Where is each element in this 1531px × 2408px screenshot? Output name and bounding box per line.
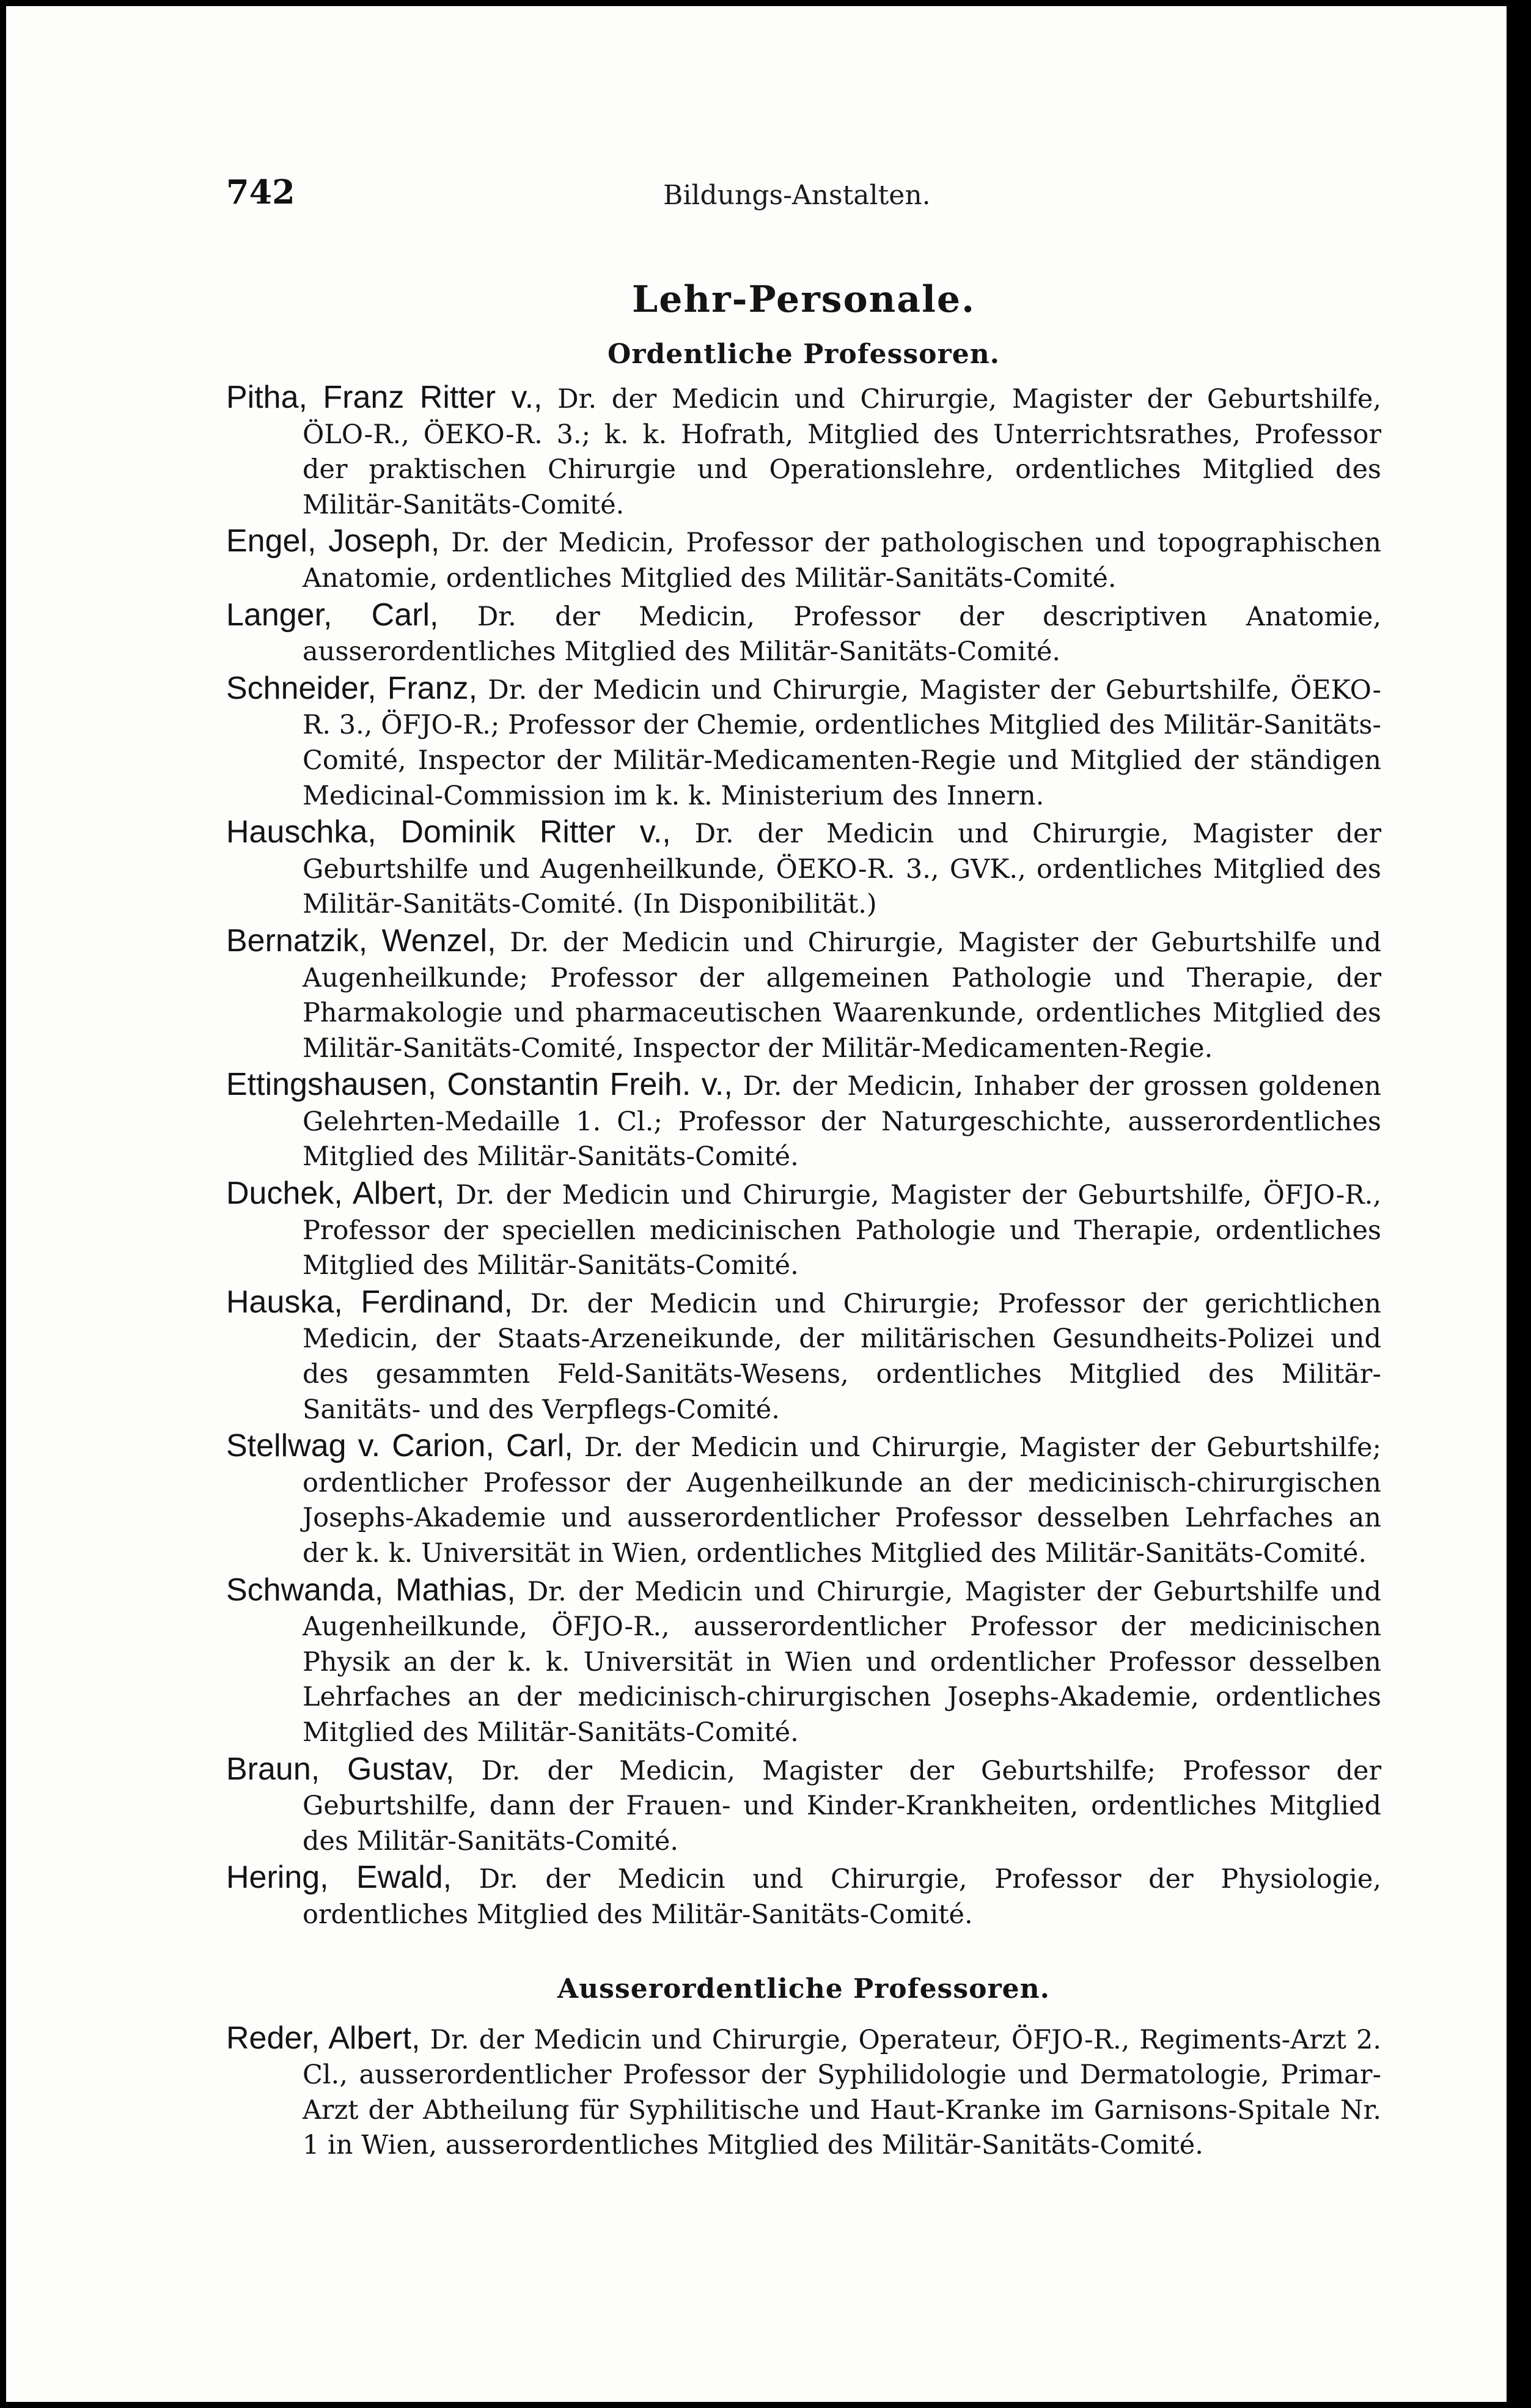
ausserordentliche-heading: Ausserordentliche Professoren. (557, 1973, 1050, 2005)
entry-text: Dr. der Medicin und Chirurgie, Magister der Geburtshilfe, ÖFJO-R., Professor der speciellen medicinischen Pathologie und Therapie, ordentliches Mitglied des Militär-Sanitäts-Comité. (303, 1180, 1381, 1281)
ausserordentliche-list (226, 2021, 1381, 2163)
section-title: Lehr-Personale. (632, 278, 975, 321)
entry-text: Dr. der Medicin und Chirurgie, Magister der Geburtshilfe und Augenheilkunde, ÖEKO-R. 3., GVK., ordentliches Mitglied des Militär-Sanitäts-Comité. (In Disponibilität.) (303, 819, 1382, 920)
entry-name: Schneider, Franz, (226, 670, 478, 706)
entry-stellwag (226, 1429, 1381, 1571)
entry-text: Dr. der Medicin und Chirurgie, Magister der Geburtshilfe und Augenheilkunde, ÖFJO-R., ausserordentlicher Professor der medicinischen Physik an der k. k. Universität in Wien und ordentlicher Professor desselben Lehrfaches an der medicinisch-chirurgischen Josephs-Akademie, ordentliches Mitglied des Militär-Sanitäts-Comité. (303, 1576, 1381, 1748)
entry-text: Dr. der Medicin, Magister der Geburtshilfe; Professor der Geburtshilfe, dann der Frauen- und Kinder-Krankheiten, ordentliches Mitglied des Militär-Sanitäts-Comité. (303, 1755, 1382, 1857)
ordentliche-heading: Ordentliche Professoren. (607, 339, 1000, 370)
entry-name: Braun, Gustav, (226, 1751, 455, 1787)
entry-pitha (226, 380, 1381, 523)
entry-text: Dr. der Medicin und Chirurgie; Professor der gerichtlichen Medicin, der Staats-Arzeneikunde, der militärischen Gesundheits-Polizei und des gesammten Feld-Sanitäts-Wesens, ordentliches Mitglied des Militär-Sanitäts- und des Verpflegs-Comité. (303, 1288, 1381, 1425)
entry-schwanda (226, 1573, 1381, 1751)
entry-reder (226, 2021, 1381, 2163)
entry-ettingshausen (226, 1067, 1381, 1175)
entry-bernatzik (226, 924, 1381, 1066)
entry-langer (226, 598, 1381, 670)
entry-schneider (226, 671, 1381, 814)
entry-text: Dr. der Medicin, Professor der pathologischen und topographischen Anatomie, ordentliches Mitglied des Militär-Sanitäts-Comité. (303, 528, 1381, 594)
entry-hering (226, 1860, 1381, 1932)
entry-text: Dr. der Medicin und Chirurgie, Professor der Physiologie, ordentliches Mitglied des Militär-Sanitäts-Comité. (303, 1864, 1381, 1930)
entry-text: Dr. der Medicin und Chirurgie, Magister der Geburtshilfe; ordentlicher Professor der Augenheilkunde an der medicinisch-chirurgischen Josephs-Akademie und ausserordentlicher Professor desselben Lehrfaches an der k. k. Universität in Wien, ordentliches Mitglied des Militär-Sanitäts-Comité. (303, 1432, 1381, 1569)
entry-name: Langer, Carl, (226, 597, 439, 633)
entry-name: Duchek, Albert, (226, 1176, 445, 1212)
running-head (226, 172, 1381, 221)
entry-name: Hauska, Ferdinand, (226, 1284, 513, 1320)
book-page (6, 6, 1507, 2402)
entry-name: Pitha, Franz Ritter v., (226, 380, 543, 415)
entry-name: Bernatzik, Wenzel, (226, 922, 496, 959)
entry-text: Dr. der Medicin und Chirurgie, Magister der Geburtshilfe, ÖEKO-R. 3., ÖFJO-R.; Professor der Chemie, ordentliches Mitglied des Militär-Sanitäts-Comité, Inspector der Militär-Medicamenten-Regie und Mitglied der ständigen Medicinal-Commission im k. k. Ministerium des Innern. (303, 674, 1382, 811)
entry-text: Dr. der Medicin und Chirurgie, Magister der Geburtshilfe und Augenheilkunde; Professor der allgemeinen Pathologie und Therapie, der Pharmakologie und pharmaceutischen Waarenkunde, ordentliches Mitglied des Militär-Sanitäts-Comité, Inspector der Militär-Medicamenten-Regie. (303, 927, 1382, 1064)
entry-engel (226, 524, 1381, 596)
entry-name: Engel, Joseph, (226, 523, 440, 559)
page-number: 742 (226, 172, 295, 212)
entry-name: Hering, Ewald, (226, 1860, 452, 1896)
entry-text: Dr. der Medicin, Inhaber der grossen goldenen Gelehrten-Medaille 1. Cl.; Professor der Naturgeschichte, ausserordentliches Mitglied des Militär-Sanitäts-Comité. (303, 1071, 1381, 1173)
entry-braun (226, 1752, 1381, 1860)
entry-hauska (226, 1285, 1381, 1427)
entry-name: Stellwag v. Carion, Carl, (226, 1428, 573, 1464)
entry-text: Dr. der Medicin und Chirurgie, Operateur, ÖFJO-R., Regiments-Arzt 2. Cl., ausserordentlicher Professor der Syphilidologie und Dermatologie, Primar-Arzt der Abtheilung für Syphilitische und Haut-Kranke im Garnisons-Spitale Nr. 1 in Wien, ausserordentliches Mitglied des Militär-Sanitäts-Comité. (303, 2024, 1382, 2161)
entry-name: Schwanda, Mathias, (226, 1572, 516, 1608)
entry-hauschka (226, 815, 1381, 922)
entry-name: Ettingshausen, Constantin Freih. v., (226, 1067, 733, 1103)
entry-text: Dr. der Medicin und Chirurgie, Magister der Geburtshilfe, ÖLO-R., ÖEKO-R. 3.; k. k. Hofrath, Mitglied des Unterrichtsrathes, Professor der praktischen Chirurgie und Operationslehre, ordentliches Mitglied des Militär-Sanitäts-Comité. (303, 384, 1381, 520)
entry-duchek (226, 1176, 1381, 1284)
entry-name: Reder, Albert, (226, 2020, 420, 2056)
running-title: Bildungs-Anstalten. (663, 180, 931, 211)
page-content (226, 275, 1381, 2165)
entry-text: Dr. der Medicin, Professor der descriptiven Anatomie, ausserordentliches Mitglied des Militär-Sanitäts-Comité. (303, 601, 1381, 668)
entry-name: Hauschka, Dominik Ritter v., (226, 814, 671, 850)
ordentliche-list (226, 380, 1381, 1933)
